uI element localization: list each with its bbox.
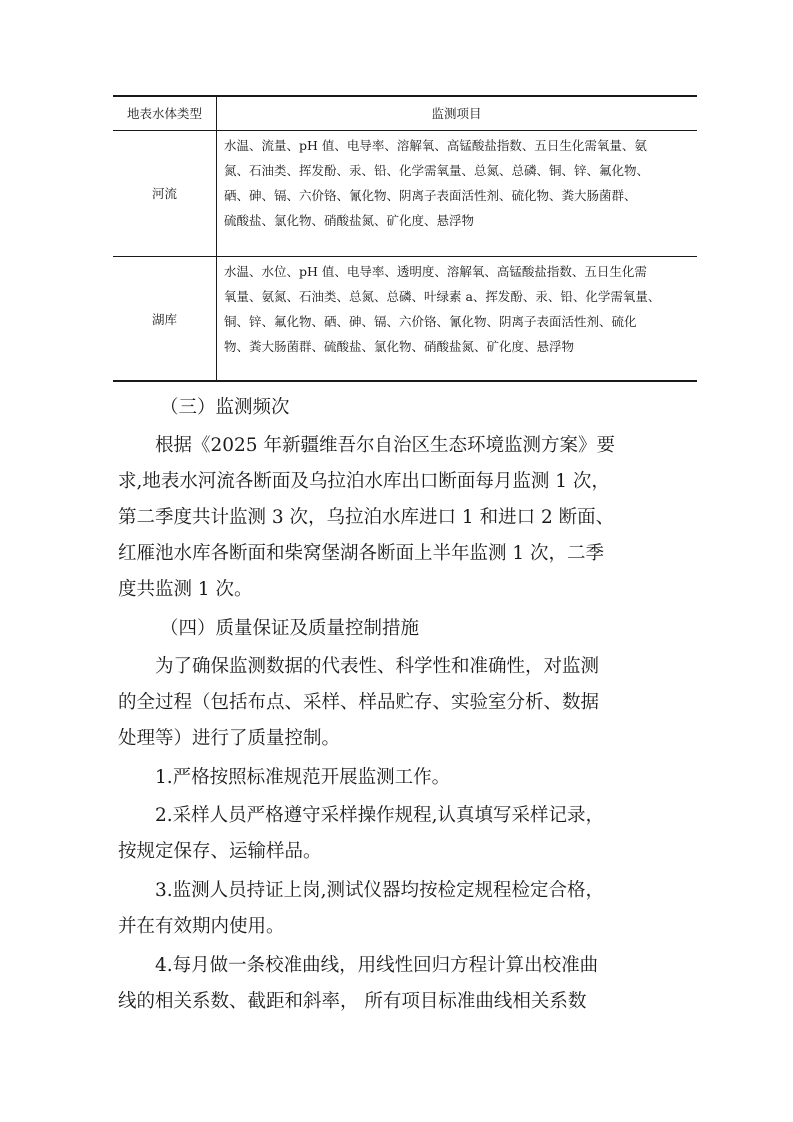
table-cell-line: 水温、水位、pH 值、电导率、透明度、溶解氧、高锰酸盐指数、五日生化需 <box>224 264 647 279</box>
table-column-divider <box>216 96 217 380</box>
table-header-type: 地表水体类型 <box>126 106 202 121</box>
list-item-4: 4.每月做一条校准曲线，用线性回归方程计算出校准曲 <box>155 955 599 976</box>
paragraph-line: 第二季度共计监测 3 次，乌拉泊水库进口 1 和进口 2 断面、 <box>118 507 615 528</box>
paragraph-line: 为了确保监测数据的代表性、科学性和准确性，对监测 <box>155 656 600 677</box>
paragraph-line: 按规定保存、运输样品。 <box>118 841 322 862</box>
table-bottom-rule <box>113 380 697 382</box>
list-item-3: 3.监测人员持证上岗,测试仪器均按检定规程检定合格， <box>155 880 605 901</box>
table-row-lake-type: 湖库 <box>151 312 177 327</box>
table-row-river-type: 河流 <box>151 186 177 201</box>
paragraph-line: 并在有效期内使用。 <box>118 916 285 937</box>
table-cell-line: 铜、锌、氟化物、硒、砷、镉、六价铬、氰化物、阴离子表面活性剂、硫化 <box>224 314 637 329</box>
paragraph-line: 根据《2025 年新疆维吾尔自治区生态环境监测方案》要 <box>155 435 615 456</box>
list-item-1: 1.严格按照标准规范开展监测工作。 <box>155 767 451 788</box>
section-heading-frequency: （三）监测频次 <box>160 397 290 418</box>
paragraph-line: 处理等）进行了质量控制。 <box>118 728 341 749</box>
section-heading-quality: （四）质量保证及质量控制措施 <box>160 618 420 639</box>
paragraph-line: 度共监测 1 次。 <box>118 579 253 600</box>
paragraph-line: 红雁池水库各断面和柴窝堡湖各断面上半年监测 1 次，二季 <box>118 543 605 564</box>
paragraph-line: 的全过程（包括布点、采样、样品贮存、实验室分析、数据 <box>118 692 600 713</box>
paragraph-line: 求,地表水河流各断面及乌拉泊水库出口断面每月监测 1 次， <box>118 471 610 492</box>
list-item-2: 2.采样人员严格遵守采样操作规程,认真填写采样记录， <box>155 805 605 826</box>
table-cell-line: 氧量、氨氮、石油类、总氮、总磷、叶绿素 a、挥发酚、汞、铅、化学需氧量、 <box>224 289 661 304</box>
table-cell-line: 硫酸盐、氯化物、硝酸盐氮、矿化度、悬浮物 <box>224 213 475 228</box>
table-cell-line: 物、粪大肠菌群、硫酸盐、氯化物、硝酸盐氮、矿化度、悬浮物 <box>224 339 575 354</box>
table-cell-line: 水温、流量、pH 值、电导率、溶解氧、高锰酸盐指数、五日生化需氧量、氨 <box>224 138 647 153</box>
table-row-river-items <box>224 133 694 233</box>
table-cell-line: 硒、砷、镉、六价铬、氰化物、阴离子表面活性剂、硫化物、粪大肠菌群、 <box>224 188 637 203</box>
paragraph-line: 线的相关系数、截距和斜率， 所有项目标准曲线相关系数 <box>118 991 587 1012</box>
table-header-rule <box>113 130 697 131</box>
table-top-rule <box>113 95 697 97</box>
table-row-divider <box>113 256 697 257</box>
table-row-lake-items <box>224 259 694 359</box>
table-cell-line: 氮、石油类、挥发酚、汞、铅、化学需氧量、总氮、总磷、铜、锌、氟化物、 <box>224 163 650 178</box>
table-header-items: 监测项目 <box>431 106 482 121</box>
